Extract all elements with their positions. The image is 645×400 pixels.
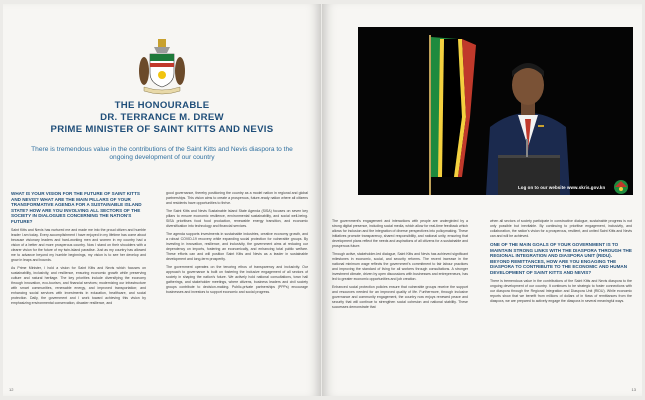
right-column-2 xyxy=(490,219,632,307)
coat-of-arms-icon xyxy=(136,37,188,95)
emblem-icon xyxy=(614,180,628,194)
photo-illustration xyxy=(358,27,633,195)
paragraph: The government's engagement and interactions with people are undergirded by a strong digital presence, including social media, which allow for real-time feedback which allows for inclusion and the integration of diverse perspectives into policymaking. These initiatives promote transparency, shared responsibility, and national unity, ensuring that development plans reflect the needs and aspirations of all citizens for a sustainable and prosperous future. xyxy=(332,219,468,248)
right-column-1 xyxy=(332,219,468,313)
paragraph: There is tremendous value in the contributions of the Saint Kitts and Nevis diaspora to the ongoing development of our country. It continues to be strategic to foster connections with our diaspora through the Regional Integration and Diaspora Unit (RIDU). While economic reports show that we benefit from millions of dollars of in flows of remittances from the diaspora, we are prepared to actively engage the diaspora in several meaningful ways. xyxy=(490,278,632,303)
paragraph: The agenda supports investments in sustainable industries, creative economy growth, and a robust COVID-19 recovery while expanding social protection for vulnerable groups. By investing in innovation, resilience, and inclusivity, the government aims at reducing our dependency on imports, fostering an economically, and enhancing total public welfare. These efforts can and will position Saint Kitts and Nevis as a leader in sustainable development and long-term prosperity. xyxy=(166,232,308,261)
speech-photo xyxy=(358,27,633,195)
subtitle: There is tremendous value in the contributions of the Saint Kitts and Nevis diaspora to the ongoing development of our country xyxy=(31,146,293,161)
photo-caption: Log on to our website www.skris.gov.kn xyxy=(518,185,606,190)
paragraph: when all sectors of society participate in constructive dialogue, sustainable progress is not only possible but inevitable. By continuing to prioritise engagement, inclusivity, and collaboration, the nation's vision for a prosperous, resilient, and united Saint Kitts and Nevis can and will be achieved. xyxy=(490,219,632,238)
left-page xyxy=(3,4,321,396)
paragraph: The Saint Kitts and Nevis Sustainable Island State Agenda (SISA) focuses on seven key pillars to ensure economic resilience, environmental sustainability, and social well-being. SISA prioritises food food production, renewable energy transition, and economic diversification into technology and financial services. xyxy=(166,209,308,228)
left-column-1 xyxy=(11,191,146,309)
page-number: 12 xyxy=(9,387,14,392)
title-line-2: DR. TERRANCE M. DREW xyxy=(100,112,224,123)
right-page xyxy=(322,4,642,396)
paragraph: The government operates on the tenoring ethos of transparency and inclusivity. Our approach to governance is built on fostering the inclusive engagement of all sectors of society in shaping the nation's future. We actively hold national consultations, town hall gatherings, and stakeholder meetings, where citizens, business leaders and civil society groups contribute to decision-making. Public-private partnerships (PPPs) encourage businesses and investors to support economic and social progress. xyxy=(166,265,308,294)
paragraph: good governance, thereby positioning the country as a model nation in regional and global partnerships. This vision aims to create a prosperous, future-ready nation where all citizens and residents have opportunities to thrive. xyxy=(166,191,308,205)
paragraph: As Prime Minister, I hold a vision for Saint Kitts and Nevis which focuses on sustainability, inclusivity, and resilience, ensuring economic growth while preserving culture and natural heritage. The key priorities include diversifying the economy through innovation, eco-tourism, and financial services; modernizing our infrastructure with smart communities, renewable energy, and improved transportation; and enhancing social services with investments in education, healthcare, and social protection. Daily, the government and I work toward achieving this vision by emphasizing environmental conservation, disaster resilience, and xyxy=(11,265,146,305)
question-2: ONE OF THE MAIN GOALS OF YOUR GOVERNMENT IS TO MAINTAIN STRONG LINKS WITH THE DIASPORA THROUGH THE REGIONAL INTEGRATION AND DIASPORA UNIT (RIDU). BEYOND REMITTANCES, HOW ARE YOU ENGAGING THE DIASPORA TO CONTRIBUTE TO THE ECONOMIC AND HUMAN DEVELOPMENT OF SAINT KITTS AND NEVIS? xyxy=(490,242,632,275)
paragraph: Through active, stakeholder-led dialogue, Saint Kitts and Nevis has achieved significant milestones in economic, social, and security reforms. The recent increase in the national minimum wage reflects the government's commitment to fair labour practices and improving the standard of living for all workers through consultations. A stronger investment climate, driven by open discussions with businesses and entrepreneurs, has led to greater economic opportunities and job creation. xyxy=(332,252,468,281)
question-1: WHAT IS YOUR VISION FOR THE FUTURE OF SAINT KITTS AND NEVIS? WHAT ARE THE MAIN PILLARS OF YOUR TRANSFORMATIVE AGENDA FOR A SUSTAINABLE ISLAND STATE? HOW ARE YOU INVOLVING ALL SECTORS OF THE SOCIETY IN DIALOGUES CONCERNING THE NATION'S FUTURE? xyxy=(11,191,142,224)
page-number: 13 xyxy=(631,387,636,392)
paragraph: Saint Kitts and Nevis has nurtured me and made me into the proud citizen and humble leader I am today. Every accomplishment I have enjoyed in my lifetime has come about because visionary leaders and hard-working men and women in my country had a vision of a better and more prosperous country. Now I stand on their shoulders with a clearer vision for the future of my twin-island paradise. Just as my country has allowed me to advance beyond my humble beginnings, my vision is to see her develop and grow in leaps and bounds. xyxy=(11,227,146,262)
title-line-3: PRIME MINISTER OF SAINT KITTS AND NEVIS xyxy=(50,124,274,135)
left-column-2 xyxy=(166,191,308,298)
title-line-1: THE HONOURABLE xyxy=(114,100,210,111)
paragraph: Enhanced social protection policies ensure that vulnerable groups receive the support and resources needed for an improved quality of life. Furthermore, through inclusive governance and community engagement, the country now enjoys renewed peace and security that will continue to strengthen social cohesion and national stability. These successes demonstrate that xyxy=(332,285,468,309)
